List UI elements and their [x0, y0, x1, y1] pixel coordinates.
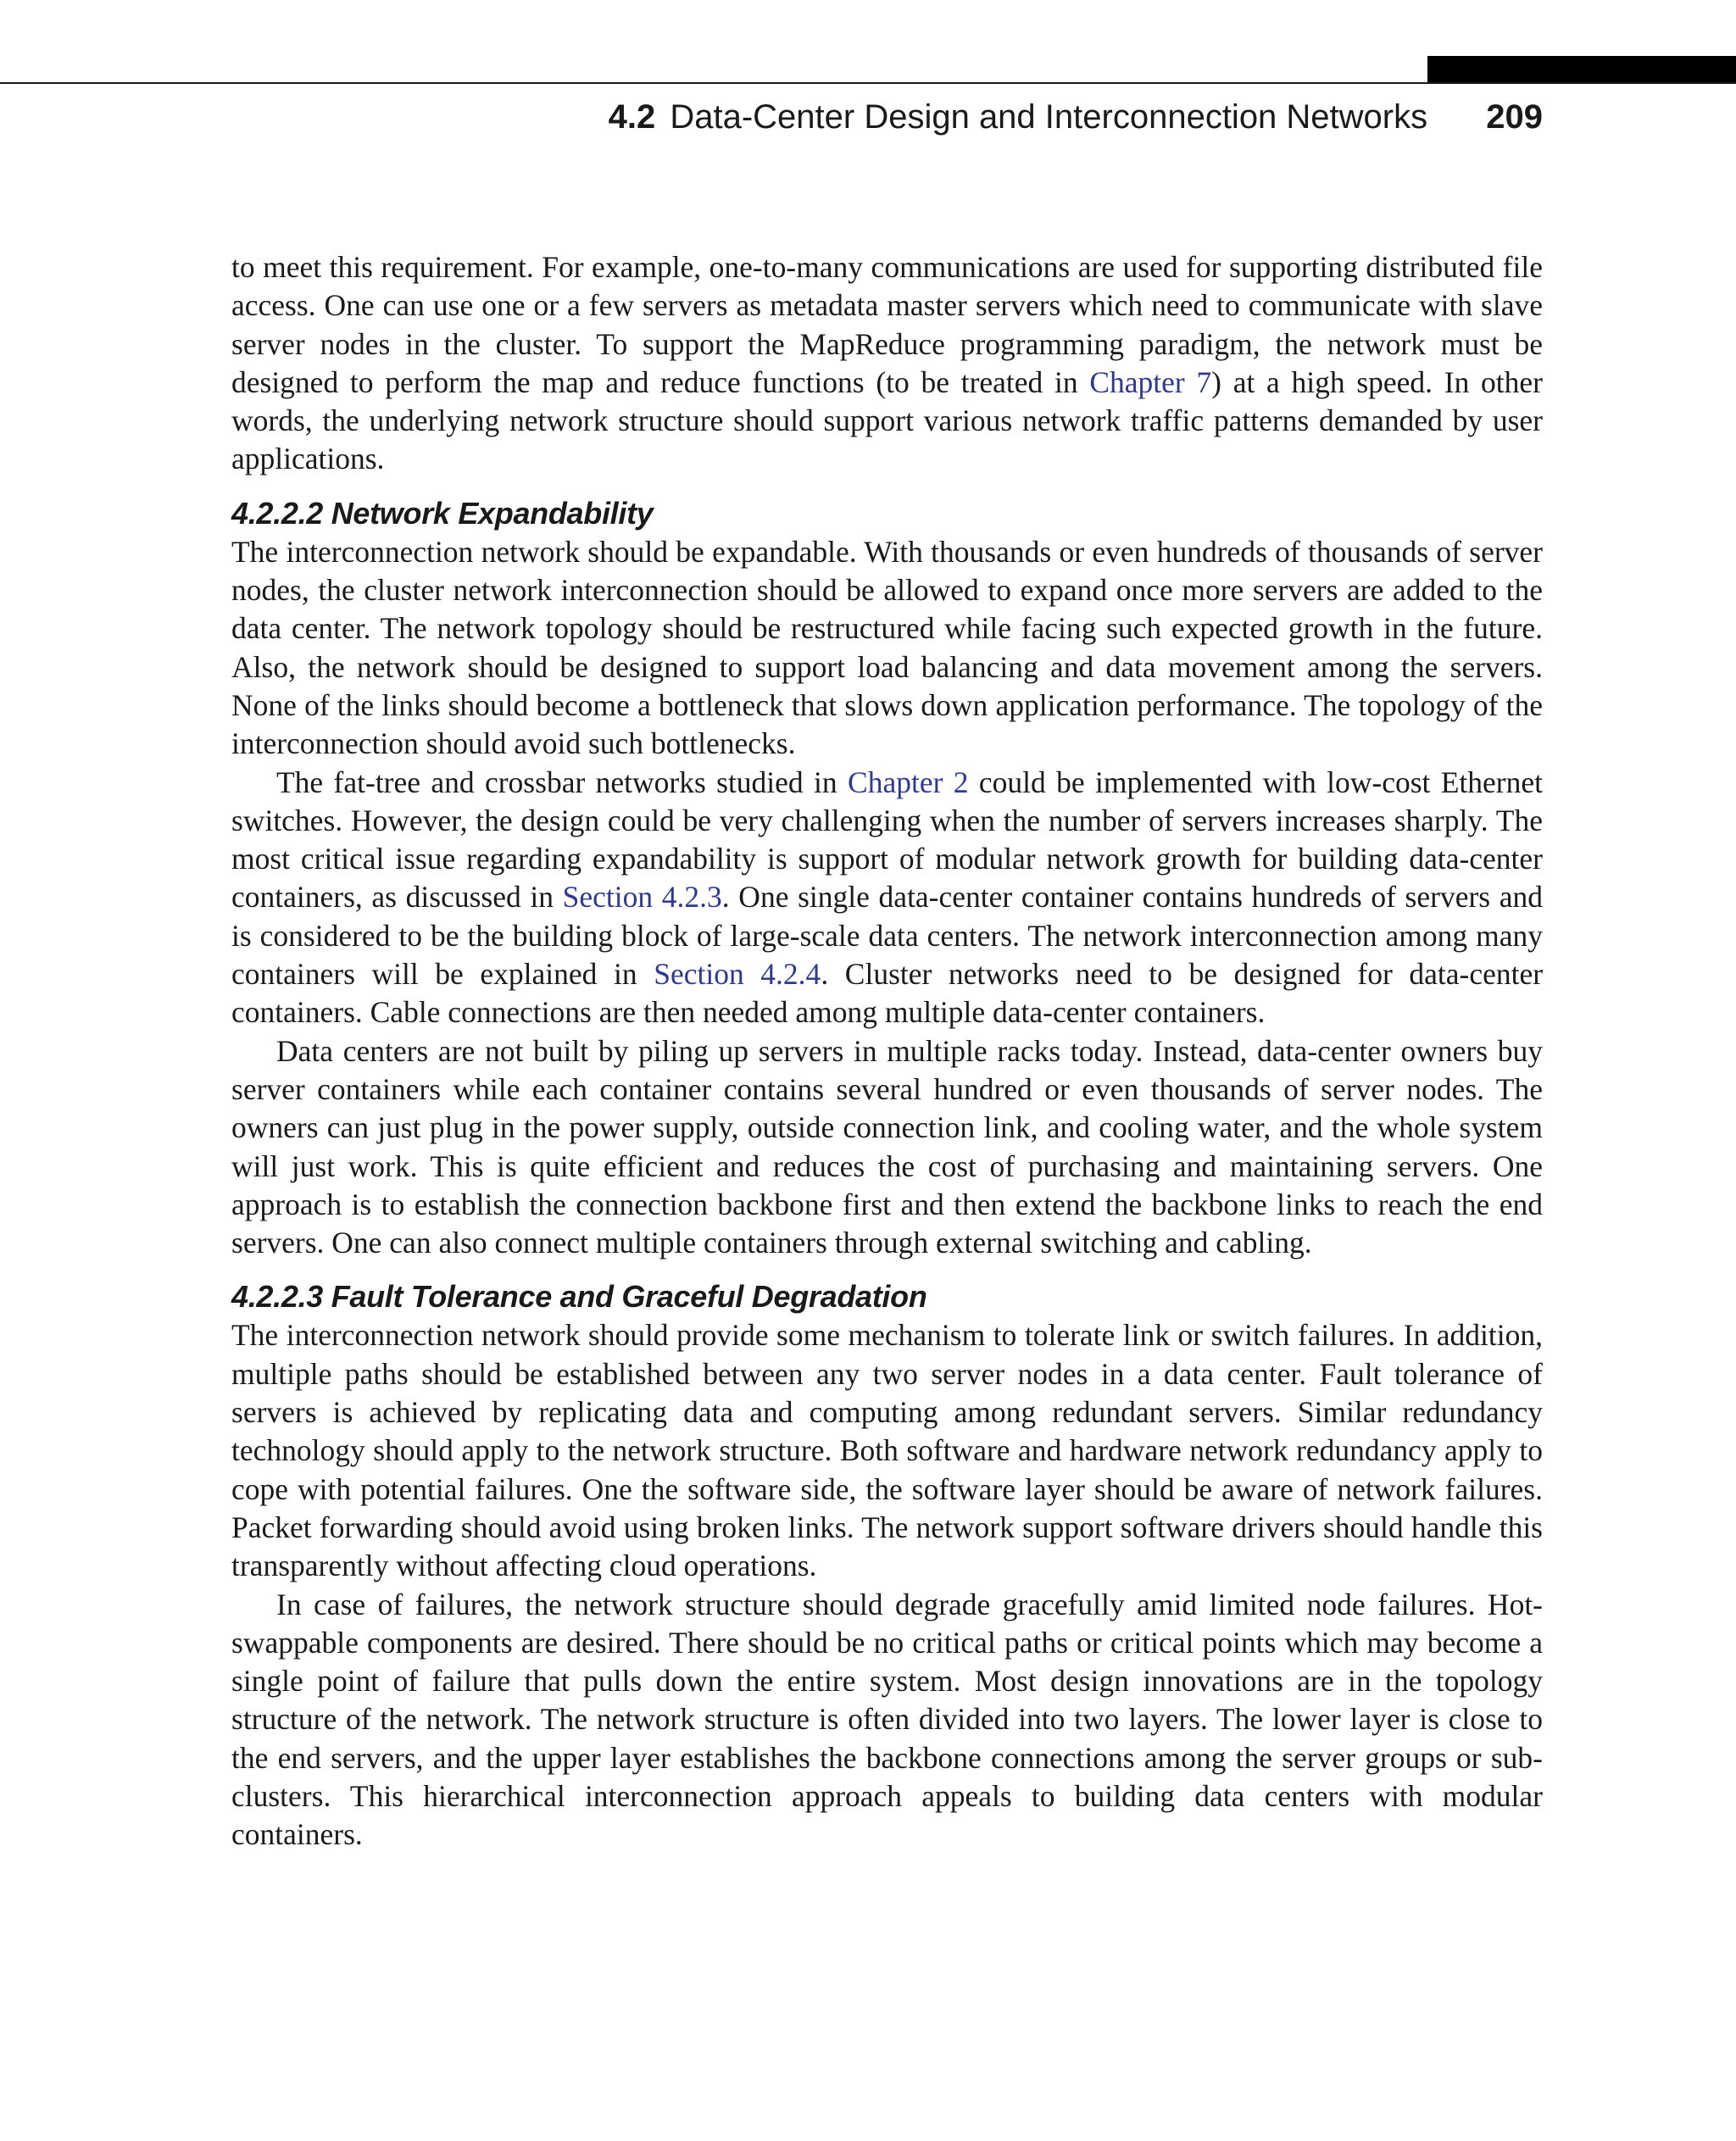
paragraph-text: could be implemented with low-cost Ethernet switches. However, the design could be very challenging when the number of servers increases sharply. The most critical issue regarding expandability is support of modular network growth for building data-center containers, as discussed in — [231, 765, 1543, 915]
paragraph-continued — [231, 248, 1543, 479]
paragraph-text: to meet this requirement. For example, one-to-many communications are used for supporting distributed file access. One can use one or a few servers as metadata master servers which need to communicate with slave server nodes in the cluster. To support the MapReduce programming paradigm, the network must be designed to perform the map and reduce functions (to be treated in — [231, 250, 1543, 399]
paragraph-fault-tolerance-1: The interconnection network should provide some mechanism to tolerate link or switch failures. In addition, multiple paths should be established between any two server nodes in a data center. Fault tolerance of servers is achieved by replicating data and computing among redundant servers. Similar redundancy technology should apply to the network structure. Both software and hardware network redundancy apply to cope with potential failures. One the software side, the software layer should be aware of network failures. Packet forwarding should avoid using broken links. The network support software drivers should handle this transparently without affecting cloud operations. — [231, 1318, 1543, 1583]
paragraph-text: . Cluster networks need to be designed for data-center containers. Cable connections are then needed among multiple data-center containers. — [231, 957, 1544, 1030]
paragraph-text: The fat-tree and crossbar networks studied in — [276, 765, 849, 799]
link-chapter-7[interactable]: Chapter 7 — [1089, 364, 1212, 399]
paragraph-expandability-2 — [231, 764, 1543, 1032]
header-section-title: Data-Center Design and Interconnection Networks — [670, 98, 1428, 136]
paragraph-fault-tolerance-2: In case of failures, the network structure should degrade gracefully amid limited node failures. Hot-swappable components are desired. There should be no critical paths or critical points which may become a single point of failure that pulls down the entire system. Most design innovations are in the topology structure of the network. The network structure is often divided into two layers. The lower layer is close to the end servers, and the upper layer establishes the backbone connections among the server groups or sub-clusters. This hierarchical interconnection approach appeals to building data centers with modular containers. — [231, 1587, 1543, 1852]
link-section-4-2-4[interactable]: Section 4.2.4 — [654, 957, 821, 992]
header-rule — [0, 82, 1736, 84]
corner-tab-marker — [1427, 56, 1736, 83]
paragraph-text: ) at a high speed. In other words, the underlying network structure should support various network traffic patterns demanded by user applications. — [231, 364, 1543, 476]
paragraph-expandability-3: Data centers are not built by piling up servers in multiple racks today. Instead, data-center owners buy server containers while each container contains several hundred or even thousands of server nodes. The owners can just plug in the power supply, outside connection link, and cooling water, and the whole system will just work. This is quite efficient and reduces the cost of purchasing and maintaining servers. One approach is to establish the connection backbone first and then extend the backbone links to reach the end servers. One can also connect multiple containers through external switching and cabling. — [231, 1033, 1543, 1260]
page-number: 209 — [1486, 98, 1543, 136]
heading-network-expandability: 4.2.2.2 Network Expandability — [231, 495, 654, 531]
link-chapter-2[interactable]: Chapter 2 — [848, 765, 969, 799]
header-section-number: 4.2 — [608, 98, 656, 136]
paragraph-expandability-1: The interconnection network should be expandable. With thousands or even hundreds of thousands of server nodes, the cluster network interconnection should be allowed to expand once more servers are added to the data center. The network topology should be restructured while facing such expected growth in the future. Also, the network should be designed to support load balancing and data movement among the servers. None of the links should become a bottleneck that slows down application performance. The topology of the interconnection should avoid such bottlenecks. — [231, 534, 1543, 761]
running-header — [609, 93, 1543, 141]
paragraph-text: . One single data-center container contains hundreds of servers and is considered to be the building block of large-scale data centers. The network interconnection among many containers will be explained in — [231, 880, 1544, 992]
heading-fault-tolerance: 4.2.2.3 Fault Tolerance and Graceful Degradation — [231, 1279, 927, 1315]
link-section-4-2-3[interactable]: Section 4.2.3 — [562, 880, 722, 915]
page-body — [231, 248, 1543, 1855]
